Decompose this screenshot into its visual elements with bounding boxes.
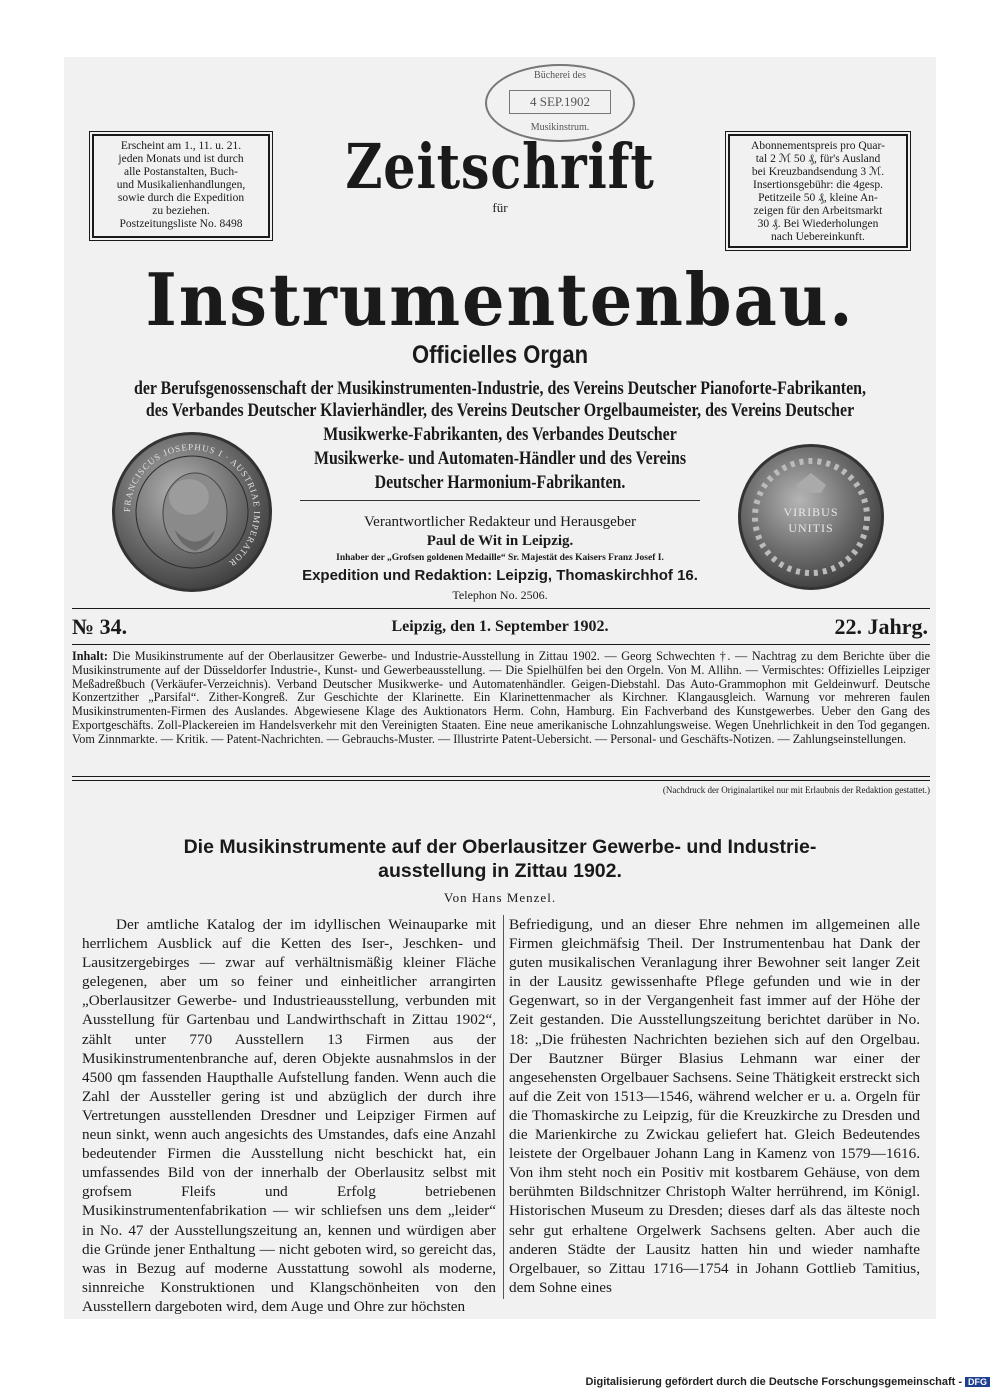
- article-column-left: Der amtliche Katalog der im idyllischen Weinauparke mit herrlichem Ausblick auf die Ketten des Iser-, Jeschken- und Lausitzergebirges — zwar auf verhältnismäßig kleiner Fläche gelegenen, aber um so feiner und einheitlicher arrangirten „Oberlausitzer Gewerbe- und Industrieausstellung, verbunden mit Ausstellung für Gartenbau und Landwirthschaft in Zittau 1902“, zählt unter 770 Ausstellern 13 Firmen aus der Musikinstrumentenbranche auf, deren Objekte ausnahmslos in der 4500 qm fassenden Haupthalle Aufstellung fanden. Wenn auch die Zahl der Aussteller gering ist und abzüglich der durch ihre Vertretungen ausstellenden Dresdner und Leipziger Firmen auf neun sinkt, wenn auch angesichts des Umstandes, dafs eine Anzahl bedeutender Firmen die Ausstellung nicht beschickt hat, ein umfassendes Bild von der innerhalb der Oberlausitz selbst mit grofsem Fleifs und Erfolg betriebenen Musikinstrumentenfabrikation — wir schliefsen uns dem „leider“ in No. 47 der Ausstellungszeitung an, kennen und würdigen aber die Gründe jener Enthaltung — nicht geboten wird, so gereicht das, was in Bezug auf moderne Ausstattung sowohl als moderne, sinnreiche Konstruktionen und Klangschönheiten von den Ausstellern dargeboten wird, dem Auge und Ohre zur höchsten: [82, 916, 496, 1315]
- medal-motto-line: VIRIBUS: [783, 505, 839, 519]
- box-line: Erscheint am 1., 11. u. 21.: [120, 140, 242, 152]
- box-line: Petitzeile 50 ₰, kleine An-: [758, 192, 878, 204]
- editor-label: Verantwortlicher Redakteur und Herausgeber: [364, 514, 636, 530]
- box-line: jeden Monats und ist durch: [118, 153, 244, 165]
- editor-award: Inhaber der „Grofsen goldenen Medaille“ Sr. Majestät des Kaisers Franz Josef I.: [336, 553, 664, 563]
- masthead-title-line2: Instrumentenbau.: [145, 257, 855, 342]
- article-column-right: Befriedigung, und an dieser Ehre nehmen im allgemeinen alle Firmen gleichmäfsig Theil. Der Instrumentenbau hat Dank der guten musikalischen Veranlagung ihrer Bewohner seit langer Zeit in der Lausitz gewissenhafte Pflege gefunden und wie in der Gegenwart, so in der Vergangenheit fast immer auf der Höhe der Zeit gestanden. Die Ausstellungszeitung berichtet darüber in No. 18: „Die frühesten Nachrichten beziehen sich auf den Orgelbau. Der Bautzner Bürger Blasius Lehmann war einer der angesehensten Orgelbauer Sachsens. Seine Thätigkeit erstreckt sich auf die Zeit von 1513—1546, während welcher er u. a. Orgeln für die Thomaskirche zu Leipzig, für die Kreuzkirche zu Dresden und die Marienkirche zu Zwickau geliefert hat. Gleich Bedeutendes leistete der Orgelbauer Johann Lang in Kamenz von 1579—1616. Von ihm steht noch ein Positiv mit kostbarem Gehäuse, von dem berühmten Bildschnitzer Christoph Walter herrührend, im Königl. Historischen Museum zu Dresden; dieses darf als das älteste noch sehr gut erhaltene Orgelwerk Sachsens gelten. Aber auch die anderen Städte der Lausitz hatten hin und wieder namhafte Orgelbauer, so Zittau 1716—1754 in Johann Gottlieb Tamitius, dem Sohne eines: [509, 916, 920, 1296]
- organ-subtitle: Officielles Organ: [411, 341, 589, 369]
- association-line: des Verbandes Deutscher Klavierhändler, des Vereins Deutscher Orgelbaumeister, des Vereins Deutscher: [145, 401, 855, 421]
- box-line: tal 2 ℳ 50 ₰, für's Ausland: [755, 153, 881, 165]
- box-line: zeigen für den Arbeitsmarkt: [753, 205, 883, 217]
- box-line: nach Uebereinkunft.: [771, 231, 865, 243]
- dfg-logo: DFG: [965, 1377, 990, 1387]
- box-line: alle Postanstalten, Buch-: [123, 166, 239, 178]
- stamp-bottom-text: Musikinstrum.: [530, 122, 590, 133]
- article-title-line1: Die Musikinstrumente auf der Oberlausitzer Gewerbe- und Industrie-: [183, 836, 817, 858]
- divider: [72, 608, 930, 609]
- subscription-info-box: [92, 134, 270, 238]
- box-line: zu beziehen.: [152, 205, 210, 217]
- issue-year: 22. Jahrg.: [834, 614, 928, 639]
- editor-name: Paul de Wit in Leipzig.: [426, 533, 574, 549]
- medal-motto-line: UNITIS: [788, 521, 834, 535]
- association-line: Musikwerke-Fabrikanten, des Verbandes Deutscher: [323, 425, 677, 445]
- telephone: Telephon No. 2506.: [452, 588, 548, 602]
- box-line: und Musikalienhandlungen,: [116, 179, 246, 191]
- expedition-address: Expedition und Redaktion: Leipzig, Thomaskirchhof 16.: [302, 567, 698, 584]
- issue-number: № 34.: [72, 614, 128, 639]
- reprint-note: (Nachdruck der Originalartikel nur mit Erlaubnis der Redaktion gestattet.): [662, 785, 930, 795]
- footer-text: Digitalisierung gefördert durch die Deutsche Forschungsgemeinschaft -: [585, 1376, 962, 1388]
- stamp-top-text: Bücherei des: [534, 70, 586, 81]
- viribus-unitis-medal-image: [738, 444, 884, 590]
- medal-inscription: FRANCISCUS JOSEPHUS I · AUSTRIAE IMPERATOR: [121, 441, 263, 569]
- divider: [72, 780, 930, 781]
- box-line: Insertionsgebühr: die 4gesp.: [753, 179, 883, 191]
- dfg-footer: [585, 1376, 990, 1388]
- portrait-medal-graphic: [115, 435, 269, 589]
- issue-date: Leipzig, den 1. September 1902.: [391, 618, 609, 635]
- box-line: bei Kreuzbandsendung 3 ℳ.: [751, 166, 885, 178]
- portrait-medal-image: [112, 432, 272, 592]
- box-line: sowie durch die Expedition: [117, 192, 245, 204]
- stamp-date: 4 SEP.1902: [509, 90, 611, 114]
- pricing-info-box: [728, 134, 908, 248]
- column-divider: [503, 915, 504, 1299]
- box-line: 30 ₰. Bei Wiederholungen: [757, 218, 879, 230]
- divider: [72, 776, 930, 777]
- association-line: Musikwerke- und Automaten-Händler und des Vereins: [313, 449, 687, 469]
- table-of-contents: [72, 650, 930, 747]
- article-byline: Von Hans Menzel.: [443, 890, 557, 905]
- article-title-line2: ausstellung in Zittau 1902.: [378, 860, 622, 882]
- divider: [300, 500, 700, 501]
- masthead-title-fuer: für: [492, 200, 508, 215]
- contents-label: Inhalt:: [72, 649, 108, 663]
- divider: [72, 644, 930, 645]
- masthead-title-line1: Zeitschrift: [345, 130, 655, 203]
- box-line: Abonnementspreis pro Quar-: [751, 140, 885, 152]
- association-line: der Berufsgenossenschaft der Musikinstrumenten-Industrie, des Vereins Deutscher Pianoforte-Fabrikanten,: [133, 379, 866, 399]
- contents-text: Die Musikinstrumente auf der Oberlausitzer Gewerbe- und Industrie-Ausstellung in Zittau 1902. — Georg Schwechten †. — Nachtrag zu dem Berichte über die Musikinstrumente auf der Düsseldorfer Industrie-, Kunst- und Gewerbeausstellung. — Die Spielhülfen bei den Orgeln. Von M. Allihn. — Vermischtes: Offizielles Leipziger Meßadreßbuch (Verkäufer-Verzeichnis). Verband Deutscher Musikwerke- und Automatenhändler. Geigen-Diebstahl. Das Auto-Grammophon mit Geldeinwurf. Deutsche Konzertzither „Parsifal“. Zither-Kongreß. Zur Geschichte der Klarinette. Ein Klarinettenmacher als Kirchner. Klangausgleich. Warnung vor mehreren faulen Musikinstrumenten-Firmen des Auslandes. Abgewiesene Klage des Auktionators Herm. Cohn, Hamburg. Ein Fachverband des Kunstgewerbes. Ueber den Gang des Exportgeschäfts. Zoll-Plackereien im Handelsverkehr mit den Vereinigten Staaten. Eine neue amerikanische Lohnzahlungsweise. Wegen Unehrlichkeit in den Tod gegangen. Vom Zinnmarkte. — Kritik. — Patent-Nachrichten. — Gebrauchs-Muster. — Illustrirte Patent-Uebersicht. — Personal- und Geschäfts-Notizen. — Zahlungseinstellungen.: [72, 649, 930, 746]
- association-line: Deutscher Harmonium-Fabrikanten.: [374, 473, 626, 493]
- box-line: Postzeitungsliste No. 8498: [119, 218, 243, 230]
